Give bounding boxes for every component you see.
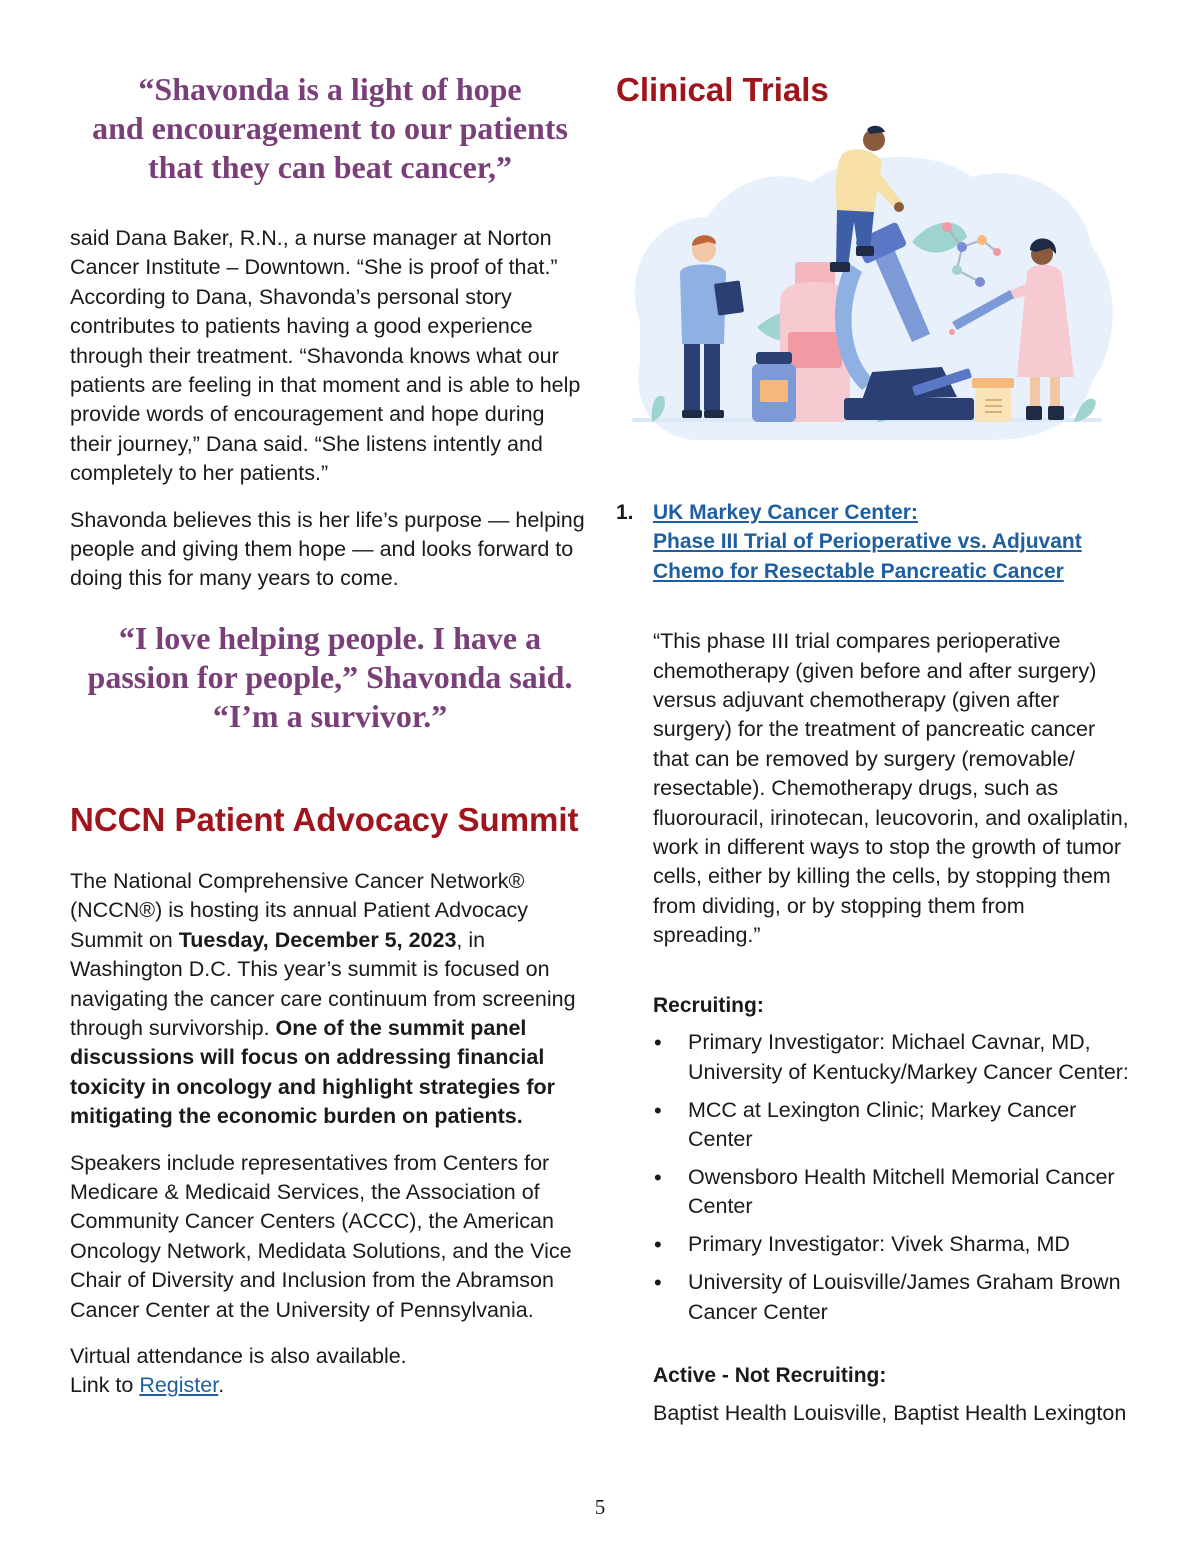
recruiting-list <box>653 1028 1136 1327</box>
list-item: • Primary Investigator: Michael Cavnar, MD, University of Kentucky/Markey Cancer Center: <box>653 1028 1136 1087</box>
pull-quote-1-line-2: and encouragement to our patients <box>92 110 568 146</box>
speakers-paragraph: Speakers include representatives from Centers for Medicare & Medicaid Services, the Association of Community Cancer Centers (ACCC), the American Oncology Network, Medidata Solutions, and the Vice Chair of Diversity and Inclusion from the Abramson Cancer Center at the University of Pennsylvania. <box>70 1150 572 1322</box>
register-link[interactable]: Register <box>139 1373 219 1398</box>
page-number: 5 <box>594 1495 606 1519</box>
trial-title-link[interactable] <box>653 498 1136 586</box>
active-not-recruiting-text: Baptist Health Louisville, Baptist Health Lexington <box>653 1400 1127 1425</box>
list-item: • University of Louisville/James Graham Brown Cancer Center <box>653 1268 1136 1327</box>
link-prefix: Link to <box>70 1373 140 1398</box>
trial-number: 1. <box>616 501 634 524</box>
list-item: • MCC at Lexington Clinic; Markey Cancer Center <box>653 1096 1136 1155</box>
virtual-attendance-text: Virtual attendance is also available. <box>70 1343 407 1368</box>
summit-focus-text: , in Washington D.C. This year’s summit is focused on navigating the cancer care continuum from screening through survivorship. <box>70 927 576 1040</box>
list-item: • Primary Investigator: Vivek Sharma, MD <box>653 1230 1136 1259</box>
pull-quote-2-line-1: “I love helping people. I have a <box>118 619 542 656</box>
trial-title-line-3: Chemo for Resectable Pancreatic Cancer <box>653 559 1064 583</box>
trial-title-line-1: UK Markey Cancer Center: <box>653 501 918 524</box>
trial-title-line-2: Phase III Trial of Perioperative vs. Adjuvant <box>653 530 1082 554</box>
pull-quote-2-line-2: passion for people,” Shavonda said. <box>87 658 573 695</box>
life-purpose-paragraph: Shavonda believes this is her life’s purpose — helping people and giving them hope — and looks forward to doing this for many years to come. <box>70 507 585 591</box>
trial-description: “This phase III trial compares perioperative chemotherapy (given before and after surgery) versus adjuvant chemotherapy (given after surgery) for the treatment of pancreatic cancer that can be removed by surgery (removable/ resectable). Chemotherapy drugs, such as fluorouracil, irinotecan, leucovorin, and oxaliplatin, work in different ways to stop the growth of tumor cells, either by killing the cells, by stopping them from dividing, or by stopping them from spreading.” <box>653 629 1129 948</box>
link-suffix: . <box>218 1373 225 1398</box>
left-column <box>70 68 590 1401</box>
virtual-paragraph <box>70 1342 590 1401</box>
summit-panel-highlight: One of the summit panel discussions will focus on addressing financial toxicity in oncology and highlight strategies for mitigating the economic burden on patients. <box>70 1015 555 1129</box>
pull-quote-1-line-1: “Shavonda is a light of hope <box>138 71 522 107</box>
pull-quote-1-line-3: that they can beat cancer,” <box>147 149 513 185</box>
quote-attribution-paragraph: said Dana Baker, R.N., a nurse manager at Norton Cancer Institute – Downtown. “She is proof of that.” According to Dana, Shavonda’s personal story contributes to patients having a good experience through their treatment. “Shavonda knows what our patients are feeling in that moment and is able to help provide words of encouragement and hope during their journey,” Dana said. “She listens intently and completely to her patients.” <box>70 226 581 486</box>
pull-quote-2 <box>70 619 590 736</box>
summit-paragraph <box>70 867 590 1132</box>
clinical-trials-heading: Clinical Trials <box>616 71 829 108</box>
list-item: • Owensboro Health Mitchell Memorial Cancer Center <box>653 1163 1136 1222</box>
summit-heading: NCCN Patient Advocacy Summit <box>70 800 579 838</box>
summit-intro-text: The National Comprehensive Cancer Network® (NCCN®) is hosting its annual Patient Advocacy Summit on <box>70 868 528 952</box>
active-not-recruiting-heading: Active - Not Recruiting: <box>653 1364 887 1388</box>
clinical-trials-illustration <box>612 122 1128 452</box>
pull-quote-2-line-3: “I’m a survivor.” <box>212 697 448 734</box>
trial-item <box>616 498 1136 1428</box>
pull-quote-1 <box>70 70 590 187</box>
summit-date: Tuesday, December 5, 2023 <box>178 927 457 952</box>
recruiting-heading: Recruiting: <box>653 993 764 1017</box>
